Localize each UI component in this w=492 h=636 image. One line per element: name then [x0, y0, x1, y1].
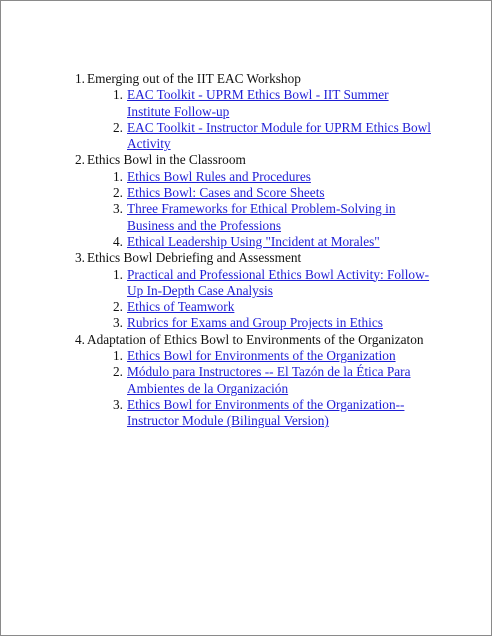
list-item — [87, 364, 435, 397]
section-title: Adaptation of Ethics Bowl to Environments of the Organizaton — [87, 331, 424, 347]
list-item — [87, 120, 435, 153]
link-list — [87, 87, 435, 152]
link-eac-toolkit-instructor-module[interactable]: EAC Toolkit - Instructor Module for UPRM Ethics Bowl Activity — [127, 119, 431, 152]
section-item — [71, 152, 435, 250]
link-follow-up-case-analysis[interactable]: Practical and Professional Ethics Bowl Activity: Follow-Up In-Depth Case Analysis — [127, 266, 430, 298]
link-list — [87, 348, 435, 429]
section-number: 1. — [75, 71, 85, 86]
link-list — [87, 267, 435, 332]
item-number: 4. — [113, 233, 123, 249]
list-item — [87, 315, 435, 331]
link-rubrics[interactable]: Rubrics for Exams and Group Projects in Ethics — [127, 315, 383, 331]
section-title: Ethics Bowl in the Classroom — [87, 152, 246, 168]
item-number: 2. — [113, 119, 123, 135]
link-modulo-para-instructores[interactable]: Módulo para Instructores -- El Tazón de la Ética Para Ambientes de la Organización — [127, 364, 411, 396]
list-item — [87, 348, 435, 364]
item-number: 3. — [113, 201, 123, 217]
item-number: 2. — [113, 185, 123, 201]
item-number: 3. — [113, 315, 123, 331]
list-item — [87, 185, 435, 201]
list-item — [87, 267, 435, 300]
item-number: 1. — [113, 168, 123, 184]
section-number: 3. — [75, 250, 85, 266]
list-item — [87, 299, 435, 315]
section-title: Emerging out of the IIT EAC Workshop — [87, 71, 301, 86]
section-number: 2. — [75, 152, 85, 168]
item-number: 2. — [113, 364, 123, 380]
link-environments-of-organization[interactable]: Ethics Bowl for Environments of the Organization — [127, 348, 396, 364]
section-item — [71, 332, 435, 430]
list-item — [87, 397, 435, 430]
item-number: 2. — [113, 299, 123, 315]
item-number: 1. — [113, 87, 123, 103]
document-content — [71, 71, 435, 430]
list-item — [87, 87, 435, 120]
list-item — [87, 169, 435, 185]
item-number: 3. — [113, 396, 123, 412]
link-instructor-module-bilingual[interactable]: Ethics Bowl for Environments of the Organization--Instructor Module (Bilingual Version) — [127, 396, 405, 429]
link-ethics-of-teamwork[interactable]: Ethics of Teamwork — [127, 299, 235, 315]
item-number: 1. — [113, 348, 123, 364]
section-list — [71, 71, 435, 430]
item-number: 1. — [113, 266, 123, 282]
section-title: Ethics Bowl Debriefing and Assessment — [87, 250, 302, 266]
link-rules-and-procedures[interactable]: Ethics Bowl Rules and Procedures — [127, 168, 311, 184]
link-three-frameworks[interactable]: Three Frameworks for Ethical Problem-Solving in Business and the Professions — [127, 201, 396, 233]
section-item — [71, 71, 435, 152]
link-list — [87, 169, 435, 250]
list-item — [87, 234, 435, 250]
link-incident-at-morales[interactable]: Ethical Leadership Using "Incident at Morales" — [127, 233, 380, 249]
link-eac-toolkit-ethics-bowl-followup[interactable]: EAC Toolkit - UPRM Ethics Bowl - IIT Summer Institute Follow-up — [127, 87, 389, 119]
link-cases-and-score-sheets[interactable]: Ethics Bowl: Cases and Score Sheets — [127, 185, 325, 201]
list-item — [87, 201, 435, 234]
section-item — [71, 250, 435, 331]
section-number: 4. — [75, 331, 85, 347]
